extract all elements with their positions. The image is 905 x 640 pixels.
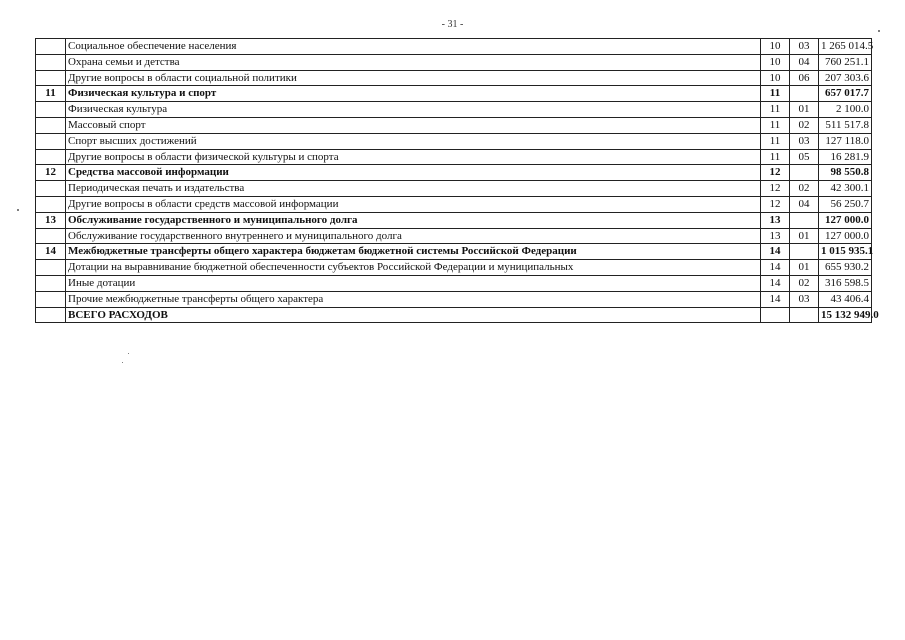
section-code-cell: 12 bbox=[761, 181, 790, 197]
row-number-cell bbox=[36, 39, 66, 55]
item-name-cell: Периодическая печать и издательства bbox=[66, 181, 761, 197]
subsection-code-cell: 02 bbox=[790, 117, 819, 133]
amount-cell: 42 300.1 bbox=[819, 181, 872, 197]
amount-cell: 127 000.0 bbox=[819, 228, 872, 244]
item-name-cell: Спорт высших достижений bbox=[66, 133, 761, 149]
page-number: - 31 - bbox=[441, 19, 464, 30]
item-name-cell: Массовый спорт bbox=[66, 117, 761, 133]
item-name-cell: Охрана семьи и детства bbox=[66, 54, 761, 70]
scan-speck bbox=[122, 362, 123, 363]
table-row bbox=[36, 181, 872, 197]
section-code-cell: 10 bbox=[761, 70, 790, 86]
row-number-cell bbox=[36, 149, 66, 165]
subsection-code-cell bbox=[790, 212, 819, 228]
table-row-section-total bbox=[36, 307, 872, 323]
section-code-cell: 14 bbox=[761, 275, 790, 291]
item-name-cell: ВСЕГО РАСХОДОВ bbox=[66, 307, 761, 323]
table-row-section-total bbox=[36, 86, 872, 102]
amount-cell: 207 303.6 bbox=[819, 70, 872, 86]
row-number-cell bbox=[36, 291, 66, 307]
item-name-cell: Средства массовой информации bbox=[66, 165, 761, 181]
item-name-cell: Обслуживание государственного внутреннего и муниципального долга bbox=[66, 228, 761, 244]
amount-cell: 316 598.5 bbox=[819, 275, 872, 291]
item-name-cell: Дотации на выравнивание бюджетной обеспеченности субъектов Российской Федерации и муниципальных bbox=[66, 260, 761, 276]
subsection-code-cell: 05 bbox=[790, 149, 819, 165]
amount-cell: 760 251.1 bbox=[819, 54, 872, 70]
subsection-code-cell bbox=[790, 165, 819, 181]
section-code-cell: 10 bbox=[761, 39, 790, 55]
item-name-cell: Физическая культура bbox=[66, 102, 761, 118]
item-name-cell: Физическая культура и спорт bbox=[66, 86, 761, 102]
table-row bbox=[36, 70, 872, 86]
row-number-cell bbox=[36, 196, 66, 212]
amount-cell: 655 930.2 bbox=[819, 260, 872, 276]
item-name-cell: Другие вопросы в области средств массовой информации bbox=[66, 196, 761, 212]
subsection-code-cell: 03 bbox=[790, 133, 819, 149]
table-row bbox=[36, 275, 872, 291]
row-number-cell bbox=[36, 133, 66, 149]
row-number-cell: 11 bbox=[36, 86, 66, 102]
subsection-code-cell: 01 bbox=[790, 228, 819, 244]
table-row bbox=[36, 149, 872, 165]
scan-speck bbox=[128, 353, 129, 354]
section-code-cell: 14 bbox=[761, 291, 790, 307]
subsection-code-cell: 04 bbox=[790, 196, 819, 212]
scan-speck bbox=[878, 30, 880, 32]
amount-cell: 657 017.7 bbox=[819, 86, 872, 102]
amount-cell: 16 281.9 bbox=[819, 149, 872, 165]
row-number-cell bbox=[36, 260, 66, 276]
subsection-code-cell bbox=[790, 244, 819, 260]
table-row bbox=[36, 133, 872, 149]
table-row bbox=[36, 260, 872, 276]
row-number-cell bbox=[36, 228, 66, 244]
amount-cell: 15 132 949.0 bbox=[819, 307, 872, 323]
table-row-section-total bbox=[36, 244, 872, 260]
amount-cell: 511 517.8 bbox=[819, 117, 872, 133]
section-code-cell: 14 bbox=[761, 244, 790, 260]
section-code-cell: 13 bbox=[761, 212, 790, 228]
section-code-cell: 11 bbox=[761, 117, 790, 133]
row-number-cell: 12 bbox=[36, 165, 66, 181]
row-number-cell bbox=[36, 307, 66, 323]
amount-cell: 98 550.8 bbox=[819, 165, 872, 181]
subsection-code-cell: 04 bbox=[790, 54, 819, 70]
amount-cell: 2 100.0 bbox=[819, 102, 872, 118]
section-code-cell: 11 bbox=[761, 149, 790, 165]
section-code-cell: 12 bbox=[761, 165, 790, 181]
table-row bbox=[36, 291, 872, 307]
table-row bbox=[36, 196, 872, 212]
section-code-cell: 12 bbox=[761, 196, 790, 212]
scan-speck bbox=[17, 209, 19, 211]
item-name-cell: Иные дотации bbox=[66, 275, 761, 291]
section-code-cell: 13 bbox=[761, 228, 790, 244]
subsection-code-cell: 06 bbox=[790, 70, 819, 86]
subsection-code-cell bbox=[790, 86, 819, 102]
table-row-section-total bbox=[36, 212, 872, 228]
item-name-cell: Социальное обеспечение населения bbox=[66, 39, 761, 55]
item-name-cell: Обслуживание государственного и муниципального долга bbox=[66, 212, 761, 228]
item-name-cell: Прочие межбюджетные трансферты общего характера bbox=[66, 291, 761, 307]
row-number-cell bbox=[36, 275, 66, 291]
table-row bbox=[36, 102, 872, 118]
row-number-cell bbox=[36, 117, 66, 133]
section-code-cell: 11 bbox=[761, 133, 790, 149]
subsection-code-cell: 02 bbox=[790, 181, 819, 197]
row-number-cell: 13 bbox=[36, 212, 66, 228]
section-code-cell: 11 bbox=[761, 86, 790, 102]
subsection-code-cell: 01 bbox=[790, 260, 819, 276]
row-number-cell bbox=[36, 102, 66, 118]
subsection-code-cell: 01 bbox=[790, 102, 819, 118]
table-row bbox=[36, 54, 872, 70]
subsection-code-cell: 03 bbox=[790, 291, 819, 307]
section-code-cell bbox=[761, 307, 790, 323]
subsection-code-cell bbox=[790, 307, 819, 323]
amount-cell: 1 015 935.1 bbox=[819, 244, 872, 260]
amount-cell: 127 118.0 bbox=[819, 133, 872, 149]
item-name-cell: Другие вопросы в области физической культуры и спорта bbox=[66, 149, 761, 165]
subsection-code-cell: 03 bbox=[790, 39, 819, 55]
section-code-cell: 10 bbox=[761, 54, 790, 70]
item-name-cell: Другие вопросы в области социальной политики bbox=[66, 70, 761, 86]
row-number-cell bbox=[36, 181, 66, 197]
row-number-cell bbox=[36, 54, 66, 70]
section-code-cell: 11 bbox=[761, 102, 790, 118]
budget-expenditure-table bbox=[35, 38, 879, 323]
table-row-section-total bbox=[36, 165, 872, 181]
amount-cell: 43 406.4 bbox=[819, 291, 872, 307]
amount-cell: 127 000.0 bbox=[819, 212, 872, 228]
amount-cell: 1 265 014.5 bbox=[819, 39, 872, 55]
table-body bbox=[36, 39, 879, 323]
table-row bbox=[36, 39, 872, 55]
amount-cell: 56 250.7 bbox=[819, 196, 872, 212]
row-number-cell: 14 bbox=[36, 244, 66, 260]
subsection-code-cell: 02 bbox=[790, 275, 819, 291]
section-code-cell: 14 bbox=[761, 260, 790, 276]
table-row bbox=[36, 117, 872, 133]
table-row bbox=[36, 228, 872, 244]
row-number-cell bbox=[36, 70, 66, 86]
item-name-cell: Межбюджетные трансферты общего характера бюджетам бюджетной системы Российской Федерации bbox=[66, 244, 761, 260]
